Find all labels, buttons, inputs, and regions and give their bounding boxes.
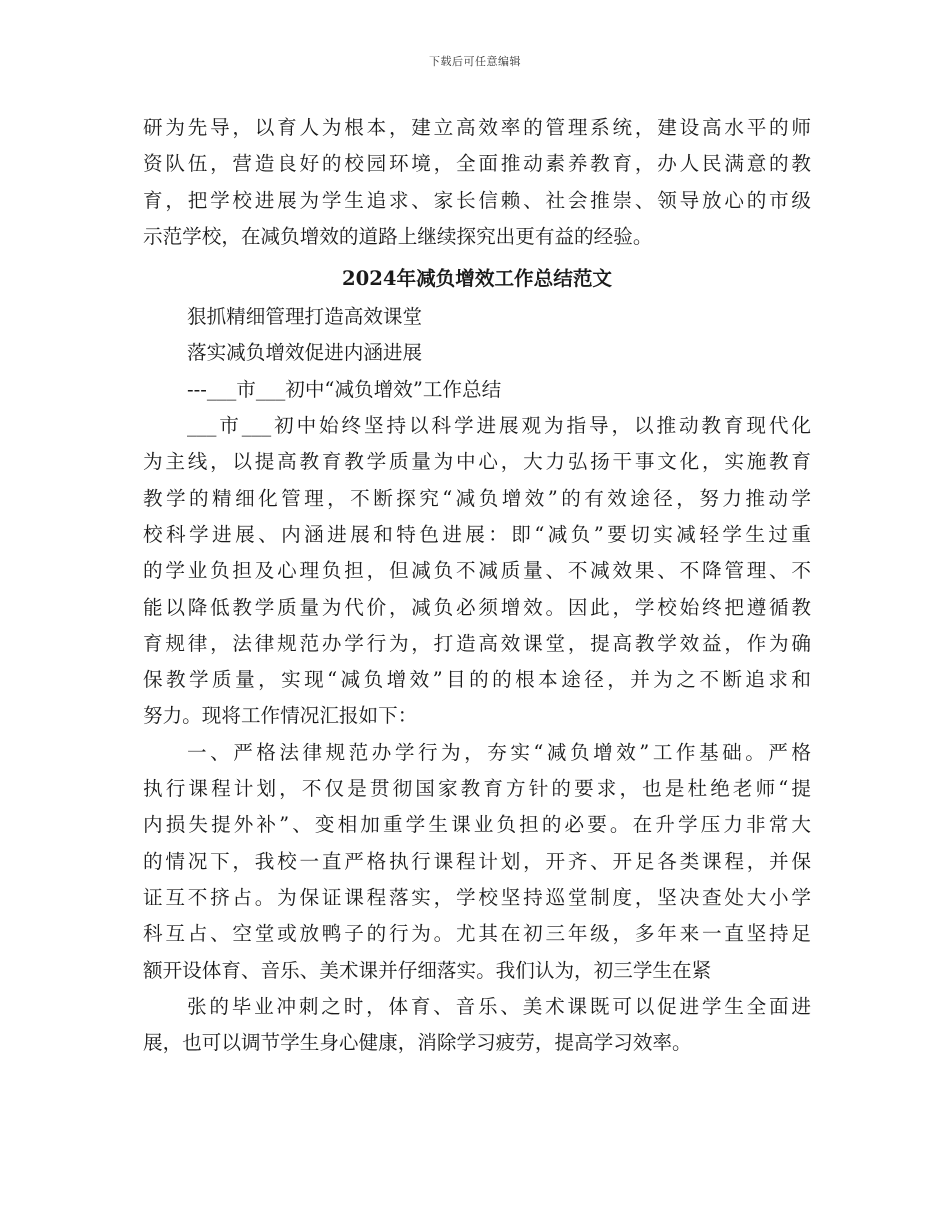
text-line: 的学业负担及心理负担，但减负不减质量、不减效果、不降管理、不 <box>143 559 811 583</box>
text-line: 证互不挤占。为保证课程落实，学校坚持巡堂制度，坚决查处大小学 <box>143 885 811 909</box>
text-line: 科互占、空堂或放鸭子的行为。尤其在初三年级，多年来一直坚持足 <box>143 922 811 946</box>
text-line: 能以降低教学质量为代价，减负必须增效。因此，学校始终把遵循教 <box>143 595 811 619</box>
text-line: 努力。现将工作情况汇报如下： <box>143 704 418 728</box>
text-line: 展，也可以调节学生身心健康，消除学习疲劳，提高学习效率。 <box>143 1031 692 1055</box>
document-title: 2024年减负增效工作总结范文 <box>341 267 613 291</box>
text-line: 为主线，以提高教育教学质量为中心，大力弘扬干事文化，实施教育 <box>143 450 811 474</box>
page-header-note: 下载后可任意编辑 <box>429 55 521 68</box>
text-line: 张的毕业冲刺之时，体育、音乐、美术课既可以促进学生全面进 <box>187 994 811 1018</box>
subtitle-line: 落实减负增效促进内涵进展 <box>187 341 423 365</box>
text-line: 额开设体育、音乐、美术课并仔细落实。我们认为，初三学生在紧 <box>143 958 712 982</box>
text-line: 资队伍，营造良好的校园环境，全面推动素养教育，办人民满意的教 <box>143 152 811 176</box>
text-line: ___市___初中始终坚持以科学进展观为指导，以推动教育现代化 <box>187 414 811 438</box>
text-line: 育，把学校进展为学生追求、家长信赖、社会推崇、领导放心的市级 <box>143 188 811 212</box>
document-body <box>143 110 811 1061</box>
byline: ---___市___初中“减负增效”工作总结 <box>187 377 502 401</box>
text-line: 保教学质量，实现“减负增效”目的的根本途径，并为之不断追求和 <box>143 668 811 692</box>
subtitle-line: 狠抓精细管理打造高效课堂 <box>187 305 423 329</box>
text-line: 教学的精细化管理，不断探究“减负增效”的有效途径，努力推动学 <box>143 486 811 510</box>
text-line: 内损失提外补”、变相加重学生课业负担的必要。在升学压力非常大 <box>143 813 811 837</box>
text-line: 一、严格法律规范办学行为，夯实“减负增效”工作基础。严格 <box>187 740 811 764</box>
paragraph-1 <box>143 408 811 735</box>
text-line: 执行课程计划，不仅是贯彻国家教育方针的要求，也是杜绝老师“提 <box>143 777 811 801</box>
text-line: 研为先导，以育人为根本，建立高效率的管理系统，建设高水平的师 <box>143 116 811 139</box>
text-line: 的情况下，我校一直严格执行课程计划，开齐、开足各类课程，并保 <box>143 849 811 873</box>
text-line: 示范学校，在减负增效的道路上继续探究出更有益的经验。 <box>143 224 653 248</box>
intro-paragraph <box>143 110 811 255</box>
paragraph-2 <box>143 735 811 989</box>
text-line: 校科学进展、内涵进展和特色进展：即“减负”要切实减轻学生过重 <box>143 522 811 546</box>
paragraph-3 <box>143 989 811 1062</box>
text-line: 育规律，法律规范办学行为，打造高效课堂，提高教学效益，作为确 <box>143 631 811 655</box>
